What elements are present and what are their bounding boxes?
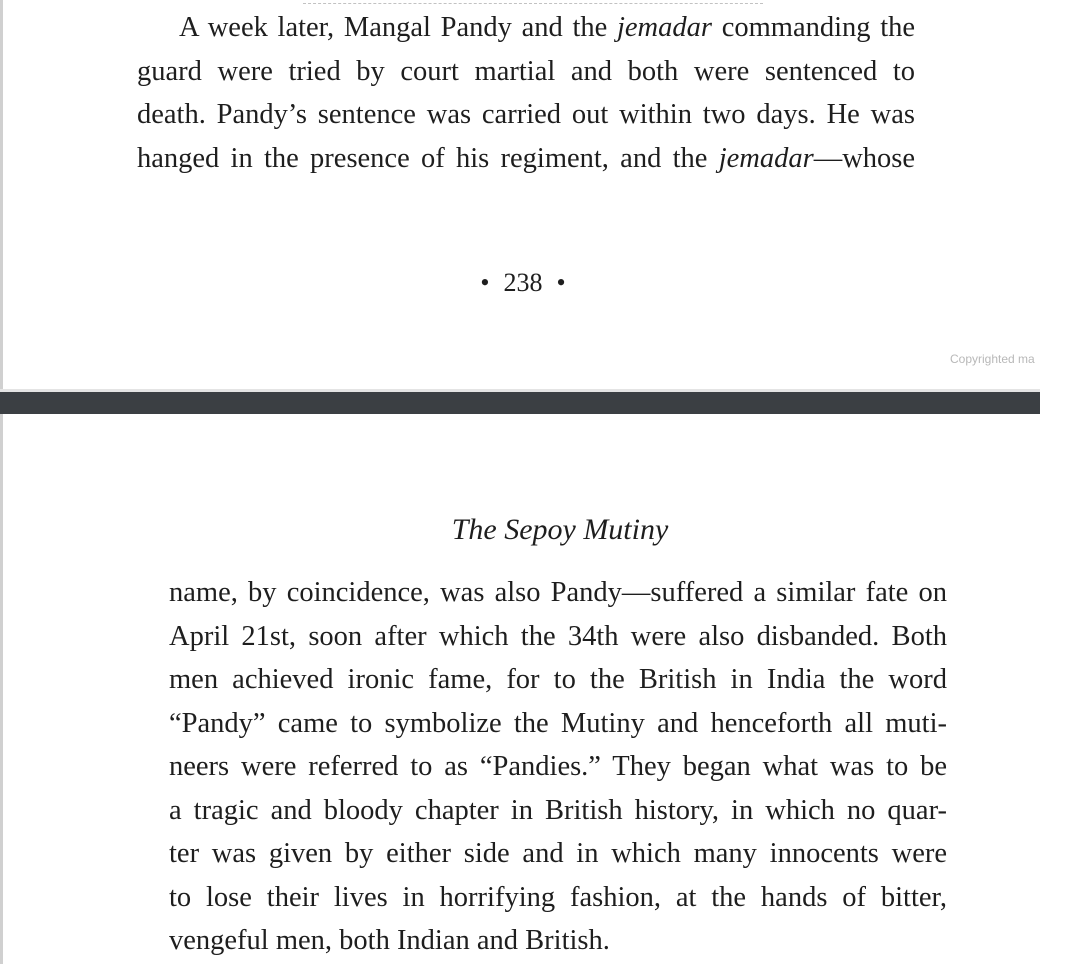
text-line: death. Pandy’s sentence was carried out within two days. He was [137,99,915,130]
text-line: ter was given by either side and in which many innocents were [169,838,947,869]
top-page-paragraph [137,6,915,180]
right-margin [1040,0,1080,964]
page-number-value: 238 [503,268,543,297]
text-line: April 21st, soon after which the 34th were also disbanded. Both [169,620,947,652]
text-line: a tragic and bloody chapter in British history, in which no quar- [169,794,947,826]
previous-line-remnant [303,0,763,4]
copyright-watermark: Copyrighted ma [950,352,1035,366]
bullet-icon: • [480,268,490,297]
text-line: guard were tried by court martial and both were sentenced to [137,55,915,87]
text-line: neers were referred to as “Pandies.” They began what was to be [169,751,947,782]
book-page-bottom [0,414,1040,964]
bottom-page-paragraph [169,571,947,963]
running-head: The Sepoy Mutiny [451,513,669,546]
page-separator [0,392,1040,414]
text-line: name, by coincidence, was also Pandy—suffered a similar fate on [169,577,947,608]
text-line: “Pandy” came to symbolize the Mutiny and henceforth all muti- [169,707,947,739]
book-page-top [0,0,1040,389]
text-line: hanged in the presence of his regiment, and the jemadar—whose [137,142,916,174]
text-line: vengeful men, both Indian and British. [169,925,610,956]
text-line: A week later, Mangal Pandy and the jemadar commanding the [179,12,916,43]
text-line: to lose their lives in horrifying fashion, at the hands of bitter, [169,881,947,913]
page-number [3,266,1040,300]
bullet-icon: • [556,268,566,297]
text-line: men achieved ironic fame, for to the British in India the word [169,664,947,695]
